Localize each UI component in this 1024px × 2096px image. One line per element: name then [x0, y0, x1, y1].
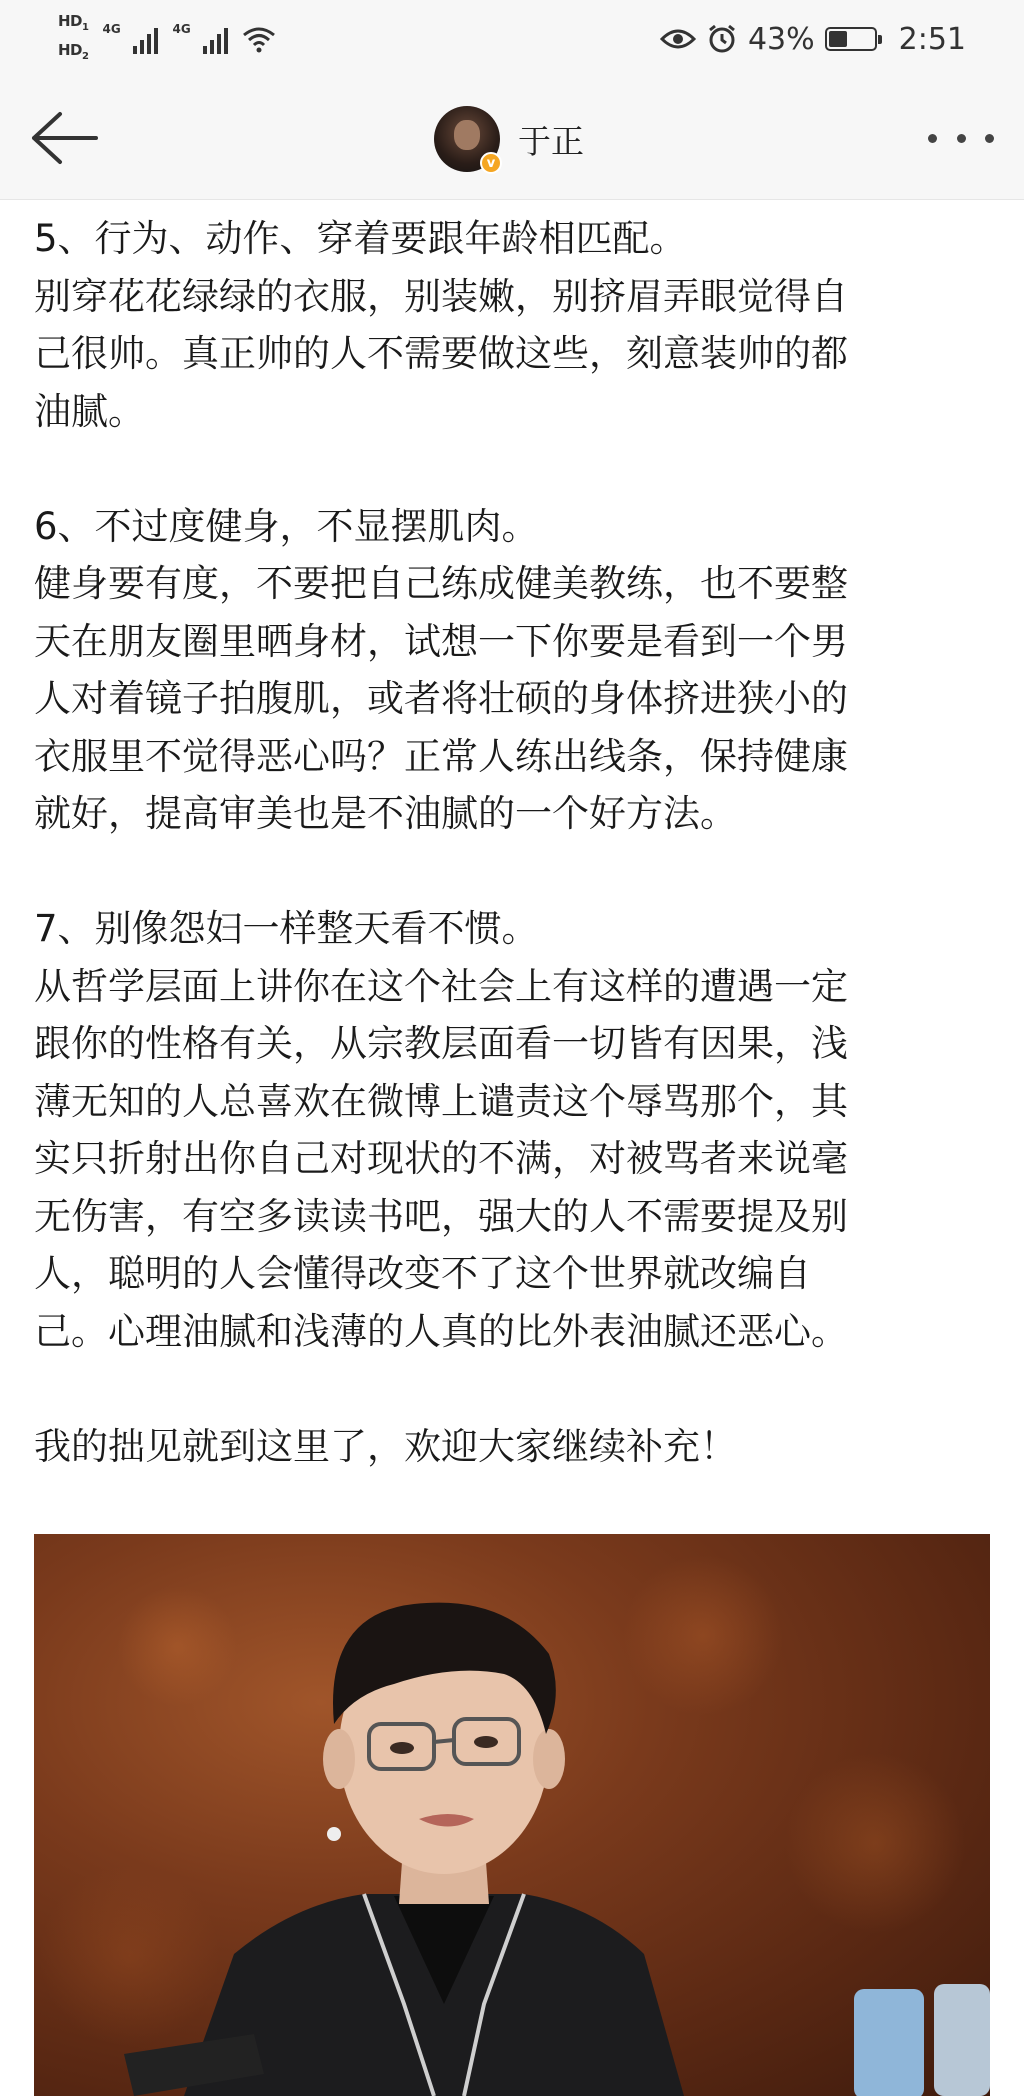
hd1-label: HD: [58, 12, 83, 30]
article-line: 别穿花花绿绿的衣服，别装嫩，别挤眉弄眼觉得自: [34, 274, 848, 318]
article-line: 己。心理油腻和浅薄的人真的比外表油腻还恶心。: [34, 1309, 848, 1353]
back-button[interactable]: [24, 106, 100, 170]
nav-bar: [0, 78, 1024, 200]
paragraph-gap: [34, 1360, 994, 1418]
article-line: 健身要有度，不要把自己练成健美教练，也不要整: [34, 562, 848, 605]
article-paragraph: [34, 1418, 994, 1476]
paragraph-gap: [34, 440, 994, 498]
signal1-label: 4G: [102, 22, 121, 36]
hd2-label: HD: [58, 41, 83, 59]
more-options-button[interactable]: [928, 120, 994, 156]
avatar[interactable]: [434, 106, 500, 172]
wifi-icon: [242, 25, 276, 53]
article-line: 7、别像怨妇一样整天看不惯。: [34, 907, 539, 950]
article-line: 油腻。: [34, 389, 145, 433]
article-line: 我的拙见就到这里了，欢迎大家继续补充！: [34, 1424, 737, 1468]
article-line: 无伤害，有空多读读书吧，强大的人不需要提及别: [34, 1194, 848, 1238]
signal-icon: [102, 24, 158, 54]
article-paragraph: [34, 900, 994, 1360]
status-left: [58, 12, 276, 66]
more-dots-icon: [928, 134, 937, 143]
alarm-icon: [706, 23, 738, 55]
article-line: 实只折射出你自己对现状的不满，对被骂者来说毫: [34, 1137, 848, 1180]
article-line: 跟你的性格有关，从宗教层面看一切皆有因果，浅: [34, 1022, 848, 1065]
paragraph-gap: [34, 843, 994, 901]
status-right: [660, 12, 966, 66]
article-line: 薄无知的人总喜欢在微博上谴责这个辱骂那个，其: [34, 1079, 848, 1123]
eye-icon: [660, 27, 696, 51]
article-body: [34, 210, 994, 1475]
profile-header[interactable]: [434, 104, 584, 174]
article-line: 己很帅。真正帅的人不需要做这些，刻意装帅的都: [34, 332, 848, 375]
article-line: 6、不过度健身，不显摆肌肉。: [34, 504, 539, 548]
back-arrow-icon: [24, 106, 100, 170]
article-line: 从哲学层面上讲你在这个社会上有这样的遭遇一定: [34, 964, 848, 1008]
hd-indicator: [58, 12, 88, 66]
username[interactable]: 于正: [518, 121, 584, 161]
verified-badge-icon: v: [480, 152, 502, 174]
article-line: 人对着镜子拍腹肌，或者将壮硕的身体挤进狭小的: [34, 677, 848, 720]
battery-fill: [829, 31, 847, 47]
article-paragraph: [34, 210, 994, 440]
signal2-label: 4G: [172, 22, 191, 36]
article-paragraph: [34, 498, 994, 843]
battery-icon: [825, 27, 877, 51]
person-photo: [34, 1534, 990, 2096]
hd1-sub: 1: [82, 22, 89, 33]
article-line: 就好，提高审美也是不油腻的一个好方法。: [34, 792, 737, 835]
article-line: 天在朋友圈里晒身材，试想一下你要是看到一个男: [34, 619, 848, 663]
signal-icon: [172, 24, 228, 54]
hd2-sub: 2: [82, 51, 89, 62]
clock-time: 2:51: [898, 21, 966, 57]
article-line: 衣服里不觉得恶心吗？正常人练出线条，保持健康: [34, 734, 848, 778]
battery-percent: 43%: [747, 21, 815, 57]
article-line: 人，聪明的人会懂得改变不了这个世界就改编自: [34, 1252, 811, 1295]
article-line: 5、行为、动作、穿着要跟年龄相匹配。: [34, 217, 687, 260]
status-bar: [0, 0, 1024, 78]
post-image[interactable]: [34, 1534, 990, 2096]
